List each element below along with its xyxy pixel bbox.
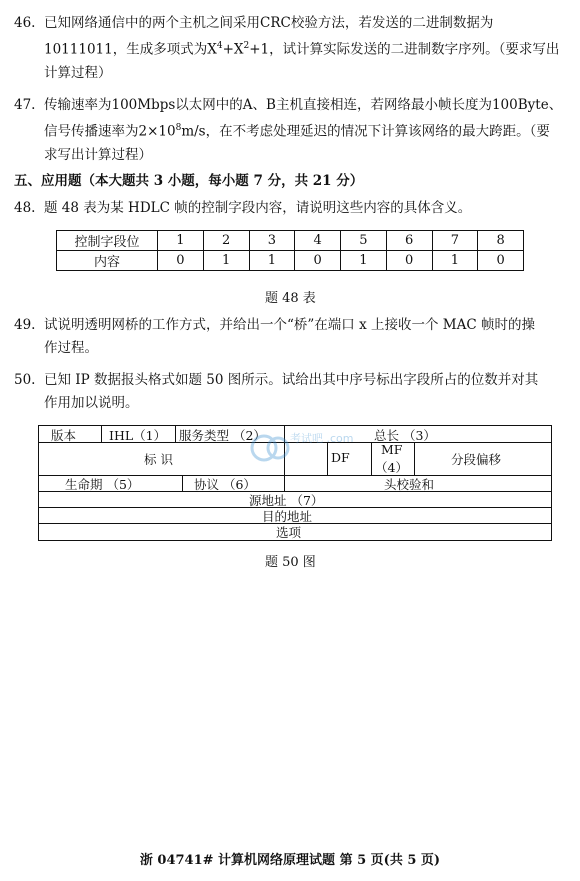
field-header-checksum: 头校验和 (384, 477, 435, 492)
table-cell: 1 (158, 231, 204, 251)
field-fragment-offset: 分段偏移 (451, 452, 502, 467)
svg-text:考试吧 .com: 考试吧 .com (290, 432, 354, 445)
field-df: DF (331, 450, 350, 465)
question-47 (14, 94, 570, 167)
table-row (57, 251, 524, 271)
section-heading: 五、应用题（本大题共 3 小题，每小题 7 分，共 21 分） (14, 173, 364, 189)
question-number: 50. (14, 372, 36, 388)
table-cell: 0 (295, 251, 341, 271)
question-49 (14, 314, 570, 360)
field-protocol: 协议 （6） (194, 477, 256, 492)
question-text-line: 信号传播速率为$2\times 10^8m/s$，在不考虑处理延迟的情况下计算该网络的最大跨距。（要 (44, 123, 550, 140)
field-ihl: IHL（1） (109, 428, 167, 443)
hdlc-control-field-table (56, 230, 524, 271)
table-cell: 2 (203, 231, 249, 251)
field-options: 选项 (276, 525, 302, 540)
question-50 (14, 369, 570, 415)
field-mf-number: （4） (375, 460, 408, 475)
question-text-line: 已知网络通信中的两个主机之间采用CRC校验方法，若发送的二进制数据为 (44, 15, 494, 31)
table-cell: 7 (432, 231, 478, 251)
table-cell: 1 (432, 251, 478, 271)
question-text-line: 作过程。 (44, 340, 98, 356)
field-version: 版本 (51, 428, 77, 443)
table-cell: 1 (249, 251, 295, 271)
table-header-cell: 内容 (57, 251, 158, 271)
field-source-address: 源地址 （7） (249, 493, 324, 508)
question-text-line: 题 48 表为某 HDLC 帧的控制字段内容，请说明这些内容的具体含义。 (44, 200, 472, 216)
table-cell: 0 (478, 251, 524, 271)
field-total-length: 总长 （3） (374, 428, 436, 443)
field-destination-address: 目的地址 (262, 509, 313, 524)
table-cell: 0 (158, 251, 204, 271)
figure-caption: 题 50 图 (265, 555, 316, 570)
table-cell: 6 (386, 231, 432, 251)
table-caption: 题 48 表 (265, 291, 316, 306)
question-text-line: 传输速率为100Mbps以太网中的A、B主机直接相连，若网络最小帧长度为100Byte、 (44, 97, 563, 113)
question-text-line: 已知 IP 数据报头格式如题 50 图所示。试给出其中序号标出字段所占的位数并对其 (44, 372, 539, 388)
table-row (57, 231, 524, 251)
table-cell: 4 (295, 231, 341, 251)
table-header-cell: 控制字段位 (57, 231, 158, 251)
question-text-line: 试说明透明网桥的工作方式，并给出一个“桥”在端口 x 上接收一个 MAC 帧时的操 (44, 317, 535, 333)
table-cell: 5 (341, 231, 387, 251)
question-number: 49. (14, 317, 36, 333)
field-identification: 标 识 (144, 452, 173, 467)
field-mf: MF (381, 442, 403, 457)
question-text-line: 作用加以说明。 (44, 395, 139, 411)
question-number: 48. (14, 200, 36, 216)
question-text-line: 计算过程） (44, 64, 112, 81)
table-cell: 1 (341, 251, 387, 271)
question-text-line: 10111011，生成多项式为$X^4+X^2+1$，试计算实际发送的二进制数字序列。（要求写出 (44, 41, 560, 58)
field-ttl: 生命期 （5） (65, 477, 140, 492)
table-cell: 1 (203, 251, 249, 271)
page-footer: 浙 04741# 计算机网络原理试题 第 5 页(共 5 页) (139, 853, 441, 868)
question-number: 46. (14, 15, 36, 31)
table-cell: 8 (478, 231, 524, 251)
table-cell: 3 (249, 231, 295, 251)
question-text-line: 求写出计算过程） (44, 146, 152, 163)
question-number: 47. (14, 97, 36, 113)
table-cell: 0 (386, 251, 432, 271)
field-type-of-service: 服务类型 （2） (179, 428, 266, 443)
question-46 (14, 12, 570, 85)
question-48 (14, 197, 570, 220)
